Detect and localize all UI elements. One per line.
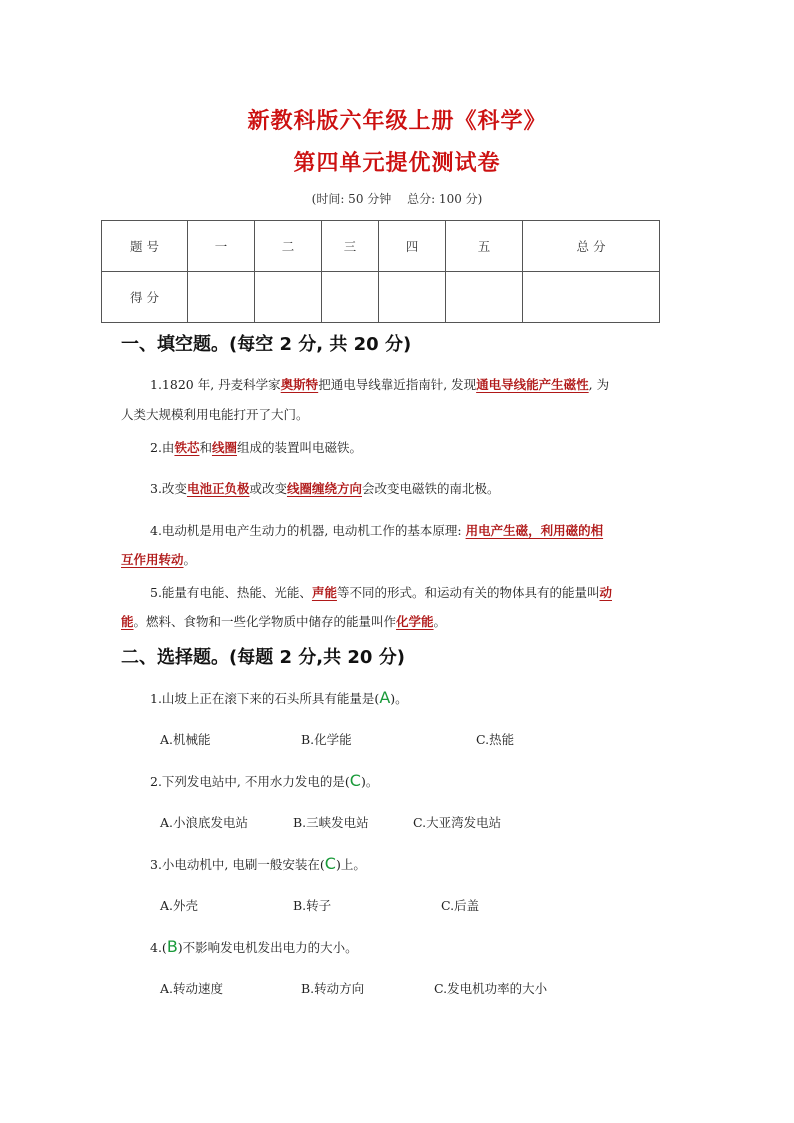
section-choice-heading: 二、选择题。(每题 2 分,共 20 分) (121, 647, 405, 668)
score-header-cell: 三 (322, 221, 379, 272)
q1-text: 把通电导线靠近指南针, 发现 (318, 377, 477, 392)
question-5-line-1 (150, 583, 710, 603)
q3-text: 3.改变 (150, 481, 187, 496)
question-3 (150, 479, 710, 499)
question-1-line-2: 人类大规模利用电能打开了大门。 (121, 407, 309, 422)
mc4-answer: B (166, 937, 178, 956)
score-header-cell: 五 (446, 221, 523, 272)
mc1-option-a: A.机械能 (160, 732, 211, 747)
mc2-text: )。 (360, 774, 379, 789)
score-table-score-row (102, 272, 660, 323)
score-header-cell: 四 (379, 221, 446, 272)
paper-subtitle: 第四单元提优测试卷 (293, 151, 501, 176)
mc-question-3 (150, 854, 710, 875)
score-cell[interactable] (322, 272, 379, 323)
mc-question-2 (150, 771, 710, 792)
mc3-text: )上。 (335, 857, 366, 872)
mc2-option-c: C.大亚湾发电站 (413, 815, 502, 830)
mc1-answer: A (379, 688, 391, 707)
q5-text: 。燃料、食物和一些化学物质中储存的能量叫作 (133, 614, 397, 629)
q5-text: 等不同的形式。和运动有关的物体具有的能量叫 (336, 585, 600, 600)
paper-title: 新教科版六年级上册《科学》 (247, 109, 547, 134)
mc4-option-c: C.发电机功率的大小 (434, 981, 548, 996)
q3-answer-1: 电池正负极 (186, 481, 250, 496)
q1-text: 1.1820 年, 丹麦科学家 (150, 377, 281, 392)
mc4-option-b: B.转动方向 (301, 981, 365, 996)
mc2-text: 2.下列发电站中, 不用水力发电的是( (150, 774, 350, 789)
mc1-option-c: C.热能 (476, 732, 515, 747)
mc1-option-b: B.化学能 (301, 732, 352, 747)
score-cell[interactable] (379, 272, 446, 323)
q4-answer-part-1: 用电产生磁，利用磁的相 (465, 523, 604, 538)
q3-answer-2: 线圈缠绕方向 (286, 481, 362, 496)
score-cell[interactable] (446, 272, 523, 323)
mc4-text: 4.( (150, 940, 167, 955)
mc3-text: 3.小电动机中, 电刷一般安装在( (150, 857, 325, 872)
q3-text: 会改变电磁铁的南北极。 (361, 481, 500, 496)
score-cell[interactable] (255, 272, 322, 323)
q3-text: 或改变 (249, 481, 287, 496)
question-2 (150, 438, 710, 458)
q4-text: 。 (183, 552, 197, 567)
q1-answer-1: 奥斯特 (280, 377, 319, 392)
score-cell[interactable] (188, 272, 255, 323)
question-1-line-1 (150, 375, 710, 395)
mc-question-4 (150, 937, 710, 958)
mc2-answer: C (349, 771, 361, 790)
q5-answer-2: 动 (599, 585, 612, 600)
q4-text: 4.电动机是用电产生动力的机器, 电动机工作的基本原理: (150, 523, 466, 538)
mc2-option-b: B.三峡发电站 (293, 815, 369, 830)
q5-answer-2-cont: 能 (121, 614, 134, 629)
q2-text: 和 (199, 440, 212, 455)
mc3-option-a: A.外壳 (160, 898, 199, 913)
q1-text: , 为 (588, 377, 610, 392)
score-header-cell: 题 号 (102, 221, 188, 272)
mc3-option-c: C.后盖 (441, 898, 480, 913)
time-score-info: (时间: 50 分钟 总分: 100 分) (311, 192, 483, 206)
mc-question-1 (150, 688, 710, 709)
q2-text: 2.由 (150, 440, 175, 455)
score-header-cell: 总 分 (523, 221, 660, 272)
q5-text: 。 (433, 614, 447, 629)
mc4-text: )不影响发电机发出电力的大小。 (177, 940, 358, 955)
q2-text: 组成的装置叫电磁铁。 (236, 440, 362, 455)
section-fill-in-heading: 一、填空题。(每空 2 分, 共 20 分) (121, 334, 412, 355)
question-4-line-2 (121, 550, 681, 570)
score-header-cell: 二 (255, 221, 322, 272)
q2-answer-2: 线圈 (211, 440, 237, 455)
score-table-header-row (102, 221, 660, 272)
q5-answer-1: 声能 (311, 585, 337, 600)
question-4-line-1 (150, 521, 710, 541)
score-header-cell: 一 (188, 221, 255, 272)
mc2-option-a: A.小浪底发电站 (160, 815, 249, 830)
mc3-answer: C (324, 854, 336, 873)
score-row-label: 得 分 (102, 272, 188, 323)
q1-answer-2: 通电导线能产生磁性 (476, 377, 589, 392)
mc1-text: )。 (390, 691, 408, 706)
score-table (101, 220, 660, 323)
q4-answer-part-2: 互作用转动 (121, 552, 184, 567)
mc4-option-a: A.转动速度 (160, 981, 224, 996)
score-cell[interactable] (523, 272, 660, 323)
q5-text: 5.能量有电能、热能、光能、 (150, 585, 312, 600)
q5-answer-3: 化学能 (396, 614, 434, 629)
question-5-line-2 (121, 612, 681, 632)
mc1-text: 1.山坡上正在滚下来的石头所具有能量是( (150, 691, 380, 706)
q2-answer-1: 铁芯 (174, 440, 200, 455)
mc3-option-b: B.转子 (293, 898, 332, 913)
